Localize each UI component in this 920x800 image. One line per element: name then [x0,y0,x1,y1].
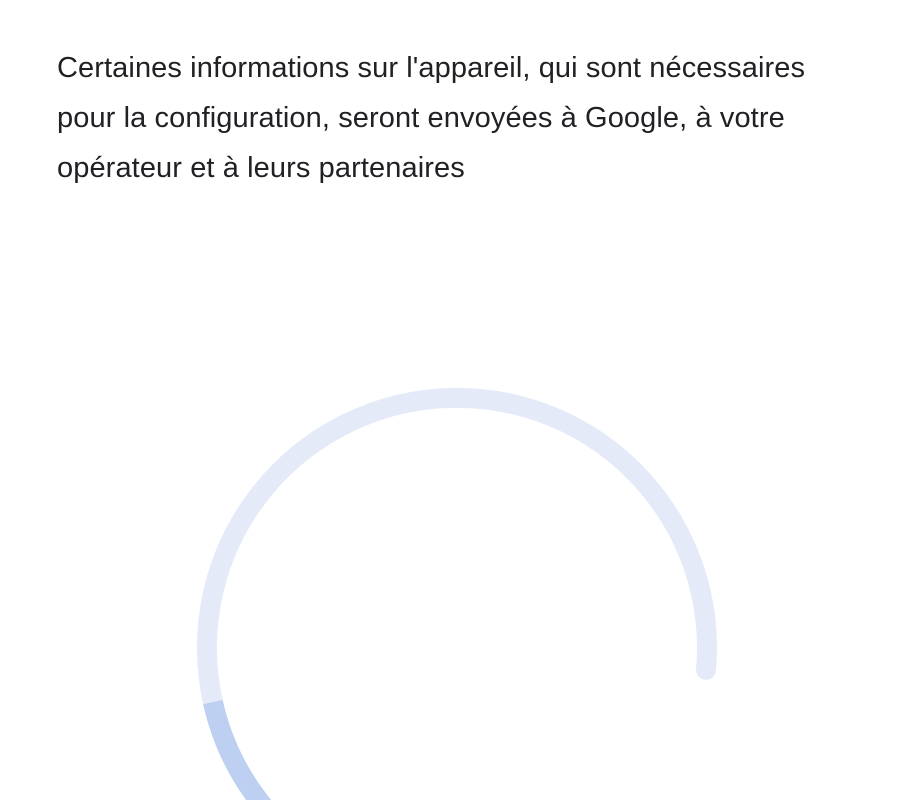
setup-info-text-line-1: Certaines informations sur l'appareil, qui sont nécessaires [57,52,806,84]
setup-info-text-line-2: pour la configuration, seront envoyées à Google, à votre [57,102,785,134]
spinner-track-arc [207,398,707,704]
setup-info-text [57,43,872,193]
setup-info-text-line-3: opérateur et à leurs partenaires [57,152,465,184]
spinner-progress-arc [213,702,340,800]
